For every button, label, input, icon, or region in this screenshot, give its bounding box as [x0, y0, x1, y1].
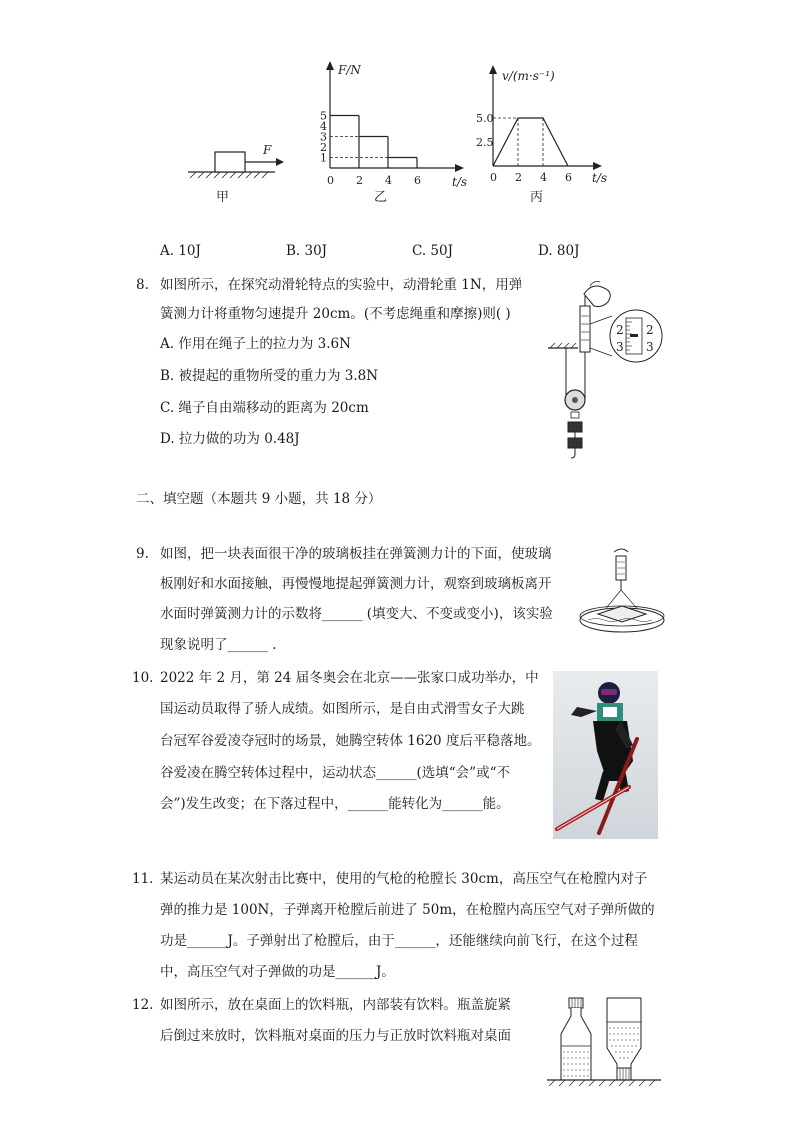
caption-jia: 甲 — [216, 190, 230, 205]
yi-ytick: 5 — [320, 109, 327, 123]
pulley-figure — [544, 276, 664, 466]
svg-text:F/N: F/N — [338, 63, 361, 77]
figure-bing — [478, 62, 613, 192]
q8-option-a[interactable]: A. 作用在绳子上的拉力为 3.6N — [160, 336, 351, 352]
bottles-figure — [545, 996, 665, 1088]
force-arrow-icon — [276, 158, 284, 166]
q11-line-2: 弹的推力是 100N，子弹离开枪膛后前进了 50m，在枪膛内高压空气对子弹所做的 — [160, 902, 655, 918]
weight-1 — [568, 422, 582, 432]
bing-ytick: 5.0 — [476, 112, 494, 125]
svg-text:t/s: t/s — [592, 171, 608, 185]
q10-line-4[interactable]: 谷爱凌在腾空转体过程中，运动状态______(选填“会”或“不 — [160, 765, 510, 781]
yi-xtick: 2 — [356, 174, 363, 187]
yi-ytick: 2 — [320, 141, 327, 154]
yi-ytick: 3 — [320, 130, 327, 144]
svg-text:3: 3 — [616, 340, 624, 354]
bing-xtick: 4 — [540, 171, 547, 184]
q11-line-1: 某运动员在某次射击比赛中，使用的气枪的枪膛长 30cm，高压空气在枪膛内对子 — [160, 871, 648, 887]
yi-ytick: 1 — [320, 151, 327, 165]
q10-line-1: 2022 年 2 月，第 24 届冬奥会在北京——张家口成功举办，中 — [160, 670, 539, 686]
bing-ytick: 2.5 — [476, 136, 494, 149]
svg-text:2: 2 — [616, 323, 624, 337]
q10-line-5[interactable]: 会”)发生改变；在下落过程中，______能转化为______能。 — [160, 796, 510, 812]
bing-series-line — [493, 118, 568, 166]
q8-number: 8. — [136, 277, 149, 293]
yi-xtick: 4 — [385, 174, 392, 187]
q9-line-1: 如图，把一块表面很干净的玻璃板挂在弹簧测力计的下面，使玻璃 — [160, 546, 552, 562]
svg-text:2: 2 — [646, 323, 654, 337]
bing-xtick: 2 — [515, 171, 522, 184]
bing-xtick: 6 — [565, 171, 572, 184]
q9-line-3[interactable]: 水面时弹簧测力计的示数将______ (填变大、不变或变小)，该实验 — [160, 606, 553, 622]
bing-xtick: 0 — [490, 171, 497, 184]
q10-number: 10. — [132, 670, 154, 686]
q8-line-1: 如图所示，在探究动滑轮特点的实验中，动滑轮重 1N，用弹 — [160, 277, 523, 293]
caption-bing: 丙 — [530, 190, 544, 205]
q7-option-b[interactable]: B. 30J — [286, 243, 328, 259]
block — [215, 152, 245, 172]
skier-photo — [553, 671, 658, 839]
yi-ytick: 4 — [320, 120, 327, 133]
q8-option-b[interactable]: B. 被提起的重物所受的重力为 3.8N — [160, 368, 379, 384]
q7-option-d[interactable]: D. 80J — [538, 243, 580, 259]
q11-line-3[interactable]: 功是______J。子弹射出了枪膛后，由于______，还能继续向前飞行，在这个过程 — [160, 933, 638, 949]
q12-number: 12. — [132, 997, 154, 1013]
upright-bottle — [561, 998, 591, 1080]
q11-number: 11. — [132, 871, 154, 887]
q12-line-2: 后倒过来放时，饮料瓶对桌面的压力与正放时饮料瓶对桌面 — [160, 1028, 511, 1044]
q10-line-3: 台冠军谷爱凌夺冠时的场景，她腾空转体 1620 度后平稳落地。 — [160, 733, 541, 749]
weight-2 — [568, 438, 582, 448]
q11-line-4[interactable]: 中，高压空气对子弹做的功是______J。 — [160, 964, 395, 980]
section-2-heading: 二、填空题（本题共 9 小题，共 18 分） — [136, 491, 382, 507]
q7-option-c[interactable]: C. 50J — [412, 243, 454, 259]
inverted-bottle — [607, 998, 641, 1080]
q9-line-2: 板刚好和水面接触，再慢慢地提起弹簧测力计，观察到玻璃板离开 — [160, 576, 552, 592]
yi-xtick: 6 — [414, 174, 421, 187]
q8-option-c[interactable]: C. 绳子自由端移动的距离为 20cm — [160, 400, 369, 416]
glass-plate-figure — [578, 546, 668, 636]
svg-text:v/(m·s⁻¹): v/(m·s⁻¹) — [502, 69, 555, 83]
q10-line-2: 国运动员取得了骄人成绩。如图所示，是自由式滑雪女子大跳 — [160, 701, 525, 717]
force-label: F — [263, 143, 272, 157]
svg-text:t/s: t/s — [452, 175, 468, 189]
figure-jia — [180, 135, 290, 200]
q9-number: 9. — [136, 546, 149, 562]
yi-xtick: 0 — [327, 174, 334, 187]
svg-text:3: 3 — [646, 340, 654, 354]
q8-line-2: 簧测力计将重物匀速提升 20cm。(不考虑绳重和摩擦)则( ) — [160, 306, 511, 322]
q9-line-4[interactable]: 现象说明了______ . — [160, 637, 277, 653]
q7-option-a[interactable]: A. 10J — [160, 243, 201, 259]
q8-option-d[interactable]: D. 拉力做的功为 0.48J — [160, 431, 300, 447]
figure-yi — [310, 58, 475, 193]
caption-yi: 乙 — [374, 190, 388, 205]
q12-line-1: 如图所示，放在桌面上的饮料瓶，内部装有饮料。瓶盖旋紧 — [160, 997, 511, 1013]
